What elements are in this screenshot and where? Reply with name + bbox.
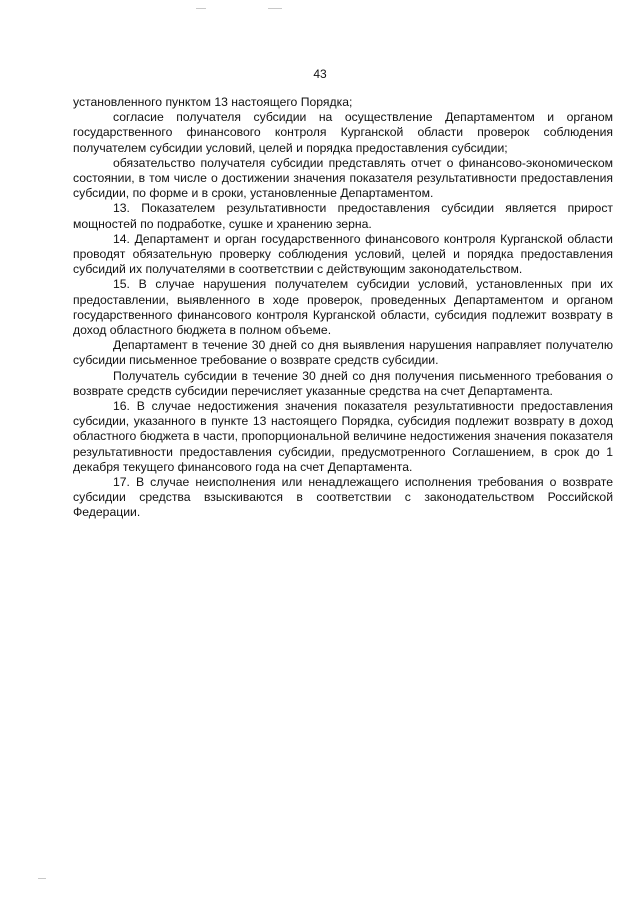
document-body: [73, 95, 613, 521]
clause-13: 13. Показателем результативности предоставления субсидии является прирост мощностей по подработке, сушке и хранению зерна.: [73, 201, 613, 231]
paragraph-reporting-obligation: обязательство получателя субсидии представлять отчет о финансово-экономическом состоянии, в том числе о достижении значения показателя результативности предоставления субсидии, по форме и в сроки, установленные Департаментом.: [73, 155, 613, 201]
page-number: 43: [313, 67, 327, 81]
paragraph-department-demand: Департамент в течение 30 дней со дня выявления нарушения направляет получателю субсидии письменное требование о возврате средств субсидии.: [73, 338, 613, 368]
scan-artifact-top-left: [196, 8, 206, 9]
scan-artifact-bottom-left: [38, 878, 46, 879]
clause-16: 16. В случае недостижения значения показателя результативности предоставления субсидии, указанного в пункте 13 настоящего Порядка, субсидия подлежит возврату в доход областного бюджета в части, пропорциональной величине недостижения значения показателя результативности предоставления субсидии, предусмотренного Соглашением, в срок до 1 декабря текущего финансового года на счет Департамента.: [73, 399, 613, 474]
clause-14: 14. Департамент и орган государственного финансового контроля Курганской области проводят обязательную проверку соблюдения условий, целей и порядка предоставления субсидий их получателями в соответствии с действующим законодательством.: [73, 231, 613, 277]
paragraph-continuation: установленного пунктом 13 настоящего Порядка;: [73, 95, 353, 109]
clause-17: 17. В случае неисполнения или ненадлежащего исполнения требования о возврате субсидии средства взыскиваются в соответствии с законодательством Российской Федерации.: [73, 475, 613, 520]
paragraph-consent-to-inspection: согласие получателя субсидии на осуществление Департаментом и органом государственного финансового контроля Курганской области проверок соблюдения получателем субсидии условий, целей и порядка предоставления субсидии;: [73, 110, 613, 155]
clause-15: 15. В случае нарушения получателем субсидии условий, установленных при их предоставлении, выявленного в ходе проверок, проведенных Департаментом и органом государственного финансового контроля Курганской области, субсидия подлежит возврату в доход областного бюджета в полном объеме.: [73, 277, 613, 338]
scan-artifact-top-right: [268, 8, 282, 9]
paragraph-recipient-refund: Получатель субсидии в течение 30 дней со дня получения письменного требования о возврате средств субсидии перечисляет указанные средства на счет Департамента.: [73, 368, 613, 398]
